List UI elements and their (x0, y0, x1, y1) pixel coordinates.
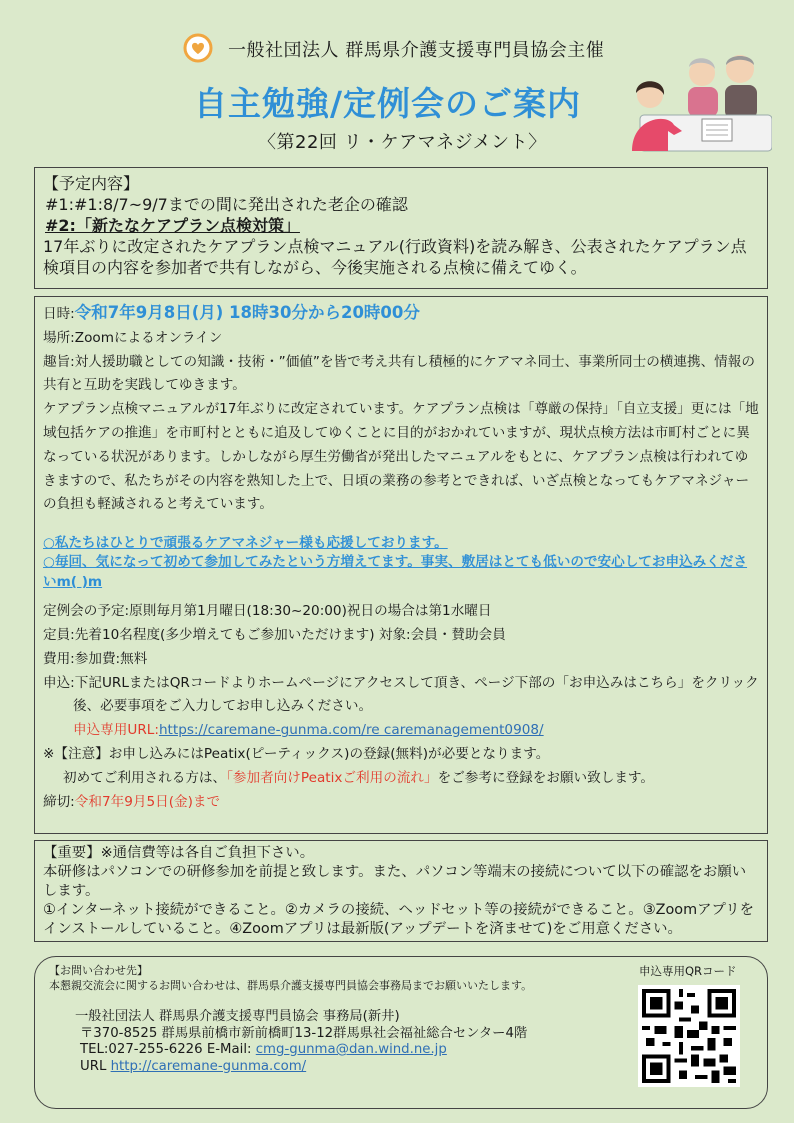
application-instructions: 申込:下記URLまたはQRコードよりホームページにアクセスして頂き、ページ下部の「お申込みはこちら」をクリック後、必要事項をご入力してお申し込みください。 (43, 674, 759, 715)
capacity: 定員:先着10名程度(多少増えてもご参加いただけます) 対象:会員・賛助会員 (43, 626, 506, 643)
deadline-value: 令和7年9月5日(金)まで (74, 793, 221, 810)
qr-label: 申込専用QRコード (639, 964, 737, 978)
event-purpose: 趣旨:対人援助職としての知識・技術・”価値”を皆で考え共有し積極的にケアマネ同士、事業所同士の横連携、情報の共有と互助を実践してゆきます。 (43, 353, 755, 394)
agenda-item-2: #2:「新たなケアプラン点検対策」 (45, 216, 300, 235)
page-subtitle: 〈第22回 リ・ケアマネジメント〉 (258, 132, 547, 153)
contact-tel: TEL:027-255-6226 E-Mail: (80, 1042, 256, 1057)
date-value: 令和7年9月8日(月) 18時30分から20時00分 (74, 303, 420, 322)
event-body: ケアプラン点検マニュアルが17年ぶりに改定されています。ケアプラン点検は「尊厳の保持」「自立支援」更には「地域包括ケアの推進」を市町村とともに追及してゆくことに目的がおかれていますが、現状点検方法は市町村ごとに異なっている状況があります。しかしながら厚生労働省が発出したマニュアルをもとに、ケアプラン点検は行われてゆきますので、私たちがその内容を熟知した上で、日頃の業務の参考とできれば、いざ点検となってもケアマネジャーの負担も軽減されると考えています。 (43, 401, 759, 513)
date-label: 日時: (43, 306, 75, 322)
notice-first-timers: ○毎回、気になって初めて参加してみたという方増えてます。事実、敷居はとても低いので安心してお申込みくださいm( )m (43, 554, 748, 591)
contact-intro: 本懇親交流会に関するお問い合わせは、群馬県介護支援専門員協会事務局までお願いいたします。 (49, 979, 533, 992)
fee: 費用:参加費:無料 (43, 650, 148, 667)
schedule-heading: 【予定内容】 (43, 174, 140, 193)
schedule-box (34, 167, 768, 289)
peatix-guide-line (43, 767, 759, 791)
contact-address: 〒370-8525 群馬県前橋市新前橋町13-12群馬県社会福祉総合センター4階 (80, 1025, 528, 1041)
association-logo (183, 33, 213, 63)
peatix-guide-pre: 初めてご利用される方は、 (63, 769, 227, 786)
contact-heading: 【お問い合わせ先】 (49, 964, 148, 977)
contact-url-prefix: URL (80, 1058, 111, 1074)
notice-support: ○私たちはひとりで頑張るケアマネジャー様も応援しております。 (43, 535, 448, 552)
important-heading: 【重要】※通信費等は各自ご負担下さい。 (43, 845, 315, 861)
application-url-label: 申込専用URL: (73, 722, 159, 739)
peatix-guide-link[interactable]: 「参加者向けPeatixご利用の流れ」 (226, 769, 438, 786)
contact-org: 一般社団法人 群馬県介護支援専門員協会 事務局(新井) (75, 1009, 400, 1024)
consultation-illustration (622, 45, 772, 155)
important-box (34, 840, 768, 942)
agenda-description: 17年ぶりに改定されたケアプラン点検マニュアル(行政資料)を読み解き、公表されたケアプラン点検項目の内容を参加者で共有しながら、今後実施される点検に備えてゆく。 (43, 237, 747, 277)
peatix-note: ※【注意】お申し込みにはPeatix(ピーティックス)の登録(無料)が必要となります。 (43, 745, 550, 762)
event-place: 場所:Zoomによるオンライン (43, 329, 223, 346)
contact-email-link[interactable]: cmg-gunma@dan.wind.ne.jp (255, 1042, 447, 1057)
important-checklist: ①インターネット接続ができること。②カメラの接続、ヘッドセット等の接続ができること。③Zoomアプリをインストールしていること。④Zoomアプリは最新版(アップデートを済ませて)をご用意ください。 (43, 902, 755, 937)
contact-url-link[interactable]: http://caremane-gunma.com/ (110, 1058, 307, 1074)
peatix-guide-post: をご参考に登録をお願い致します。 (437, 769, 655, 786)
deadline (43, 791, 759, 815)
important-pc-note: 本研修はパソコンでの研修参加を前提と致します。また、パソコン等端末の接続について以下の確認をお願いします。 (43, 864, 747, 899)
contact-box (34, 956, 768, 1109)
application-url-line (43, 719, 759, 743)
application-url-link[interactable]: https://caremane-gunma.com/re caremanagement0908/ (158, 722, 544, 739)
details-box (34, 296, 768, 834)
agenda-item-1: #1:#1:8/7~9/7までの間に発出された老企の確認 (45, 195, 408, 214)
qr-code[interactable] (638, 985, 740, 1087)
event-date (43, 301, 759, 327)
deadline-label: 締切: (43, 793, 75, 810)
organizer-heading: 一般社団法人 群馬県介護支援専門員協会主催 (228, 40, 605, 61)
regular-schedule: 定例会の予定:原則毎月第1月曜日(18:30~20:00)祝日の場合は第1水曜日 (43, 603, 492, 620)
page-title: 自主勉強/定例会のご案内 (194, 84, 582, 123)
